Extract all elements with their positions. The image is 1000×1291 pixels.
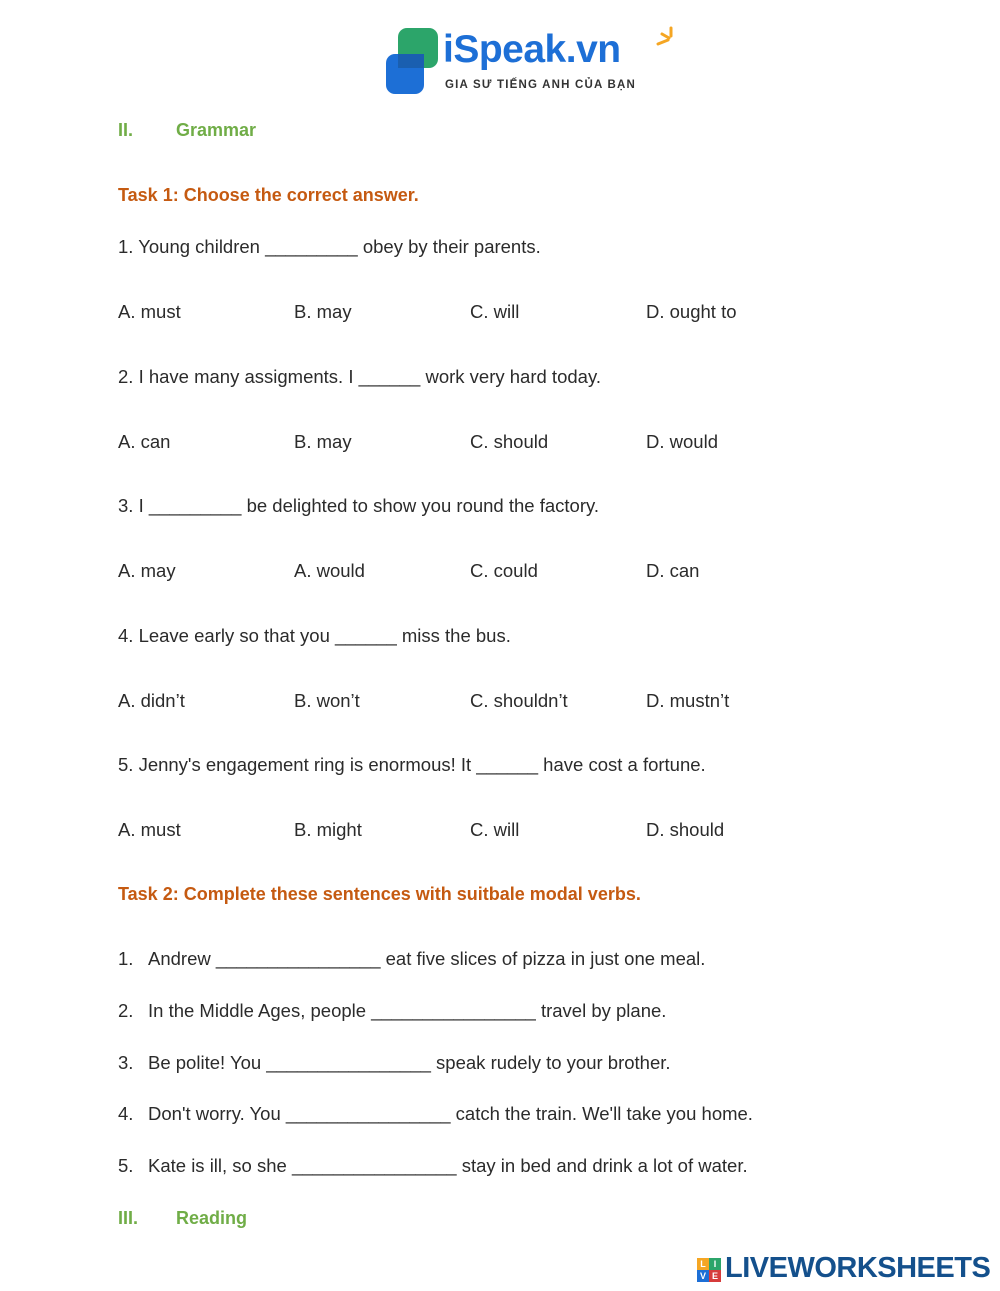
section-number: II.: [118, 120, 134, 140]
q4-option-d: D. mustn’t: [646, 690, 730, 711]
fill-item-text: Be polite! You ________________ speak rudely to your brother.: [148, 1052, 671, 1073]
fill-item-4: [118, 1103, 753, 1125]
question-1: 1. Young children _________ obey by their parents.: [118, 236, 541, 257]
liveworksheets-brand: LIVEWORKSHEETS: [725, 1252, 991, 1284]
section-number: III.: [118, 1208, 139, 1228]
badge-letter: I: [709, 1258, 721, 1270]
q2-option-b: B. may: [294, 431, 352, 452]
section-reading: [118, 1208, 247, 1229]
badge-letter: L: [697, 1258, 709, 1270]
fill-item-1: [118, 948, 705, 970]
fill-item-number: 5.: [118, 1155, 134, 1176]
badge-letter: E: [709, 1270, 721, 1282]
q3-option-d: D. can: [646, 560, 700, 581]
fill-item-text: Don't worry. You ________________ catch the train. We'll take you home.: [148, 1103, 753, 1124]
q3-option-a: A. may: [118, 560, 176, 581]
q4-option-b: B. won’t: [294, 690, 360, 711]
q1-option-c: C. will: [470, 301, 520, 322]
section-grammar: [118, 120, 256, 141]
q5-option-a: A. must: [118, 819, 181, 840]
q2-option-a: A. can: [118, 431, 171, 452]
q4-option-c: C. shouldn’t: [470, 690, 568, 711]
q4-option-a: A. didn’t: [118, 690, 185, 711]
question-3: 3. I _________ be delighted to show you round the factory.: [118, 495, 599, 516]
q2-option-c: C. should: [470, 431, 549, 452]
section-title: Grammar: [176, 120, 257, 140]
q5-option-d: D. should: [646, 819, 725, 840]
question-4: 4. Leave early so that you ______ miss the bus.: [118, 625, 511, 646]
q1-option-a: A. must: [118, 301, 181, 322]
q2-option-d: D. would: [646, 431, 718, 452]
brand-tagline: GIA SƯ TIẾNG ANH CỦA BẠN: [445, 79, 637, 91]
q5-option-b: B. might: [294, 819, 362, 840]
task2-title: Task 2: Complete these sentences with suitbale modal verbs.: [118, 884, 641, 904]
fill-item-2: [118, 1000, 666, 1022]
q1-option-b: B. may: [294, 301, 352, 322]
sparkle-icon: [654, 26, 684, 56]
fill-item-3: [118, 1052, 671, 1074]
fill-item-number: 2.: [118, 1000, 134, 1021]
brand-name: iSpeak.vn: [443, 28, 621, 71]
section-title: Reading: [176, 1208, 248, 1228]
fill-item-number: 4.: [118, 1103, 134, 1124]
fill-item-5: [118, 1155, 748, 1177]
live-badge-icon: [697, 1258, 721, 1282]
q5-option-c: C. will: [470, 819, 520, 840]
task1-title: Task 1: Choose the correct answer.: [118, 185, 419, 205]
question-2: 2. I have many assigments. I ______ work very hard today.: [118, 366, 601, 387]
fill-item-number: 1.: [118, 948, 134, 969]
fill-item-number: 3.: [118, 1052, 134, 1073]
q3-option-b: A. would: [294, 560, 365, 581]
q3-option-c: C. could: [470, 560, 538, 581]
q1-option-d: D. ought to: [646, 301, 737, 322]
badge-letter: V: [697, 1270, 709, 1282]
fill-item-text: Kate is ill, so she ________________ stay in bed and drink a lot of water.: [148, 1155, 748, 1176]
question-5: 5. Jenny's engagement ring is enormous! It ______ have cost a fortune.: [118, 754, 706, 775]
fill-item-text: Andrew ________________ eat five slices of pizza in just one meal.: [148, 948, 706, 969]
fill-item-text: In the Middle Ages, people ________________ travel by plane.: [148, 1000, 667, 1021]
